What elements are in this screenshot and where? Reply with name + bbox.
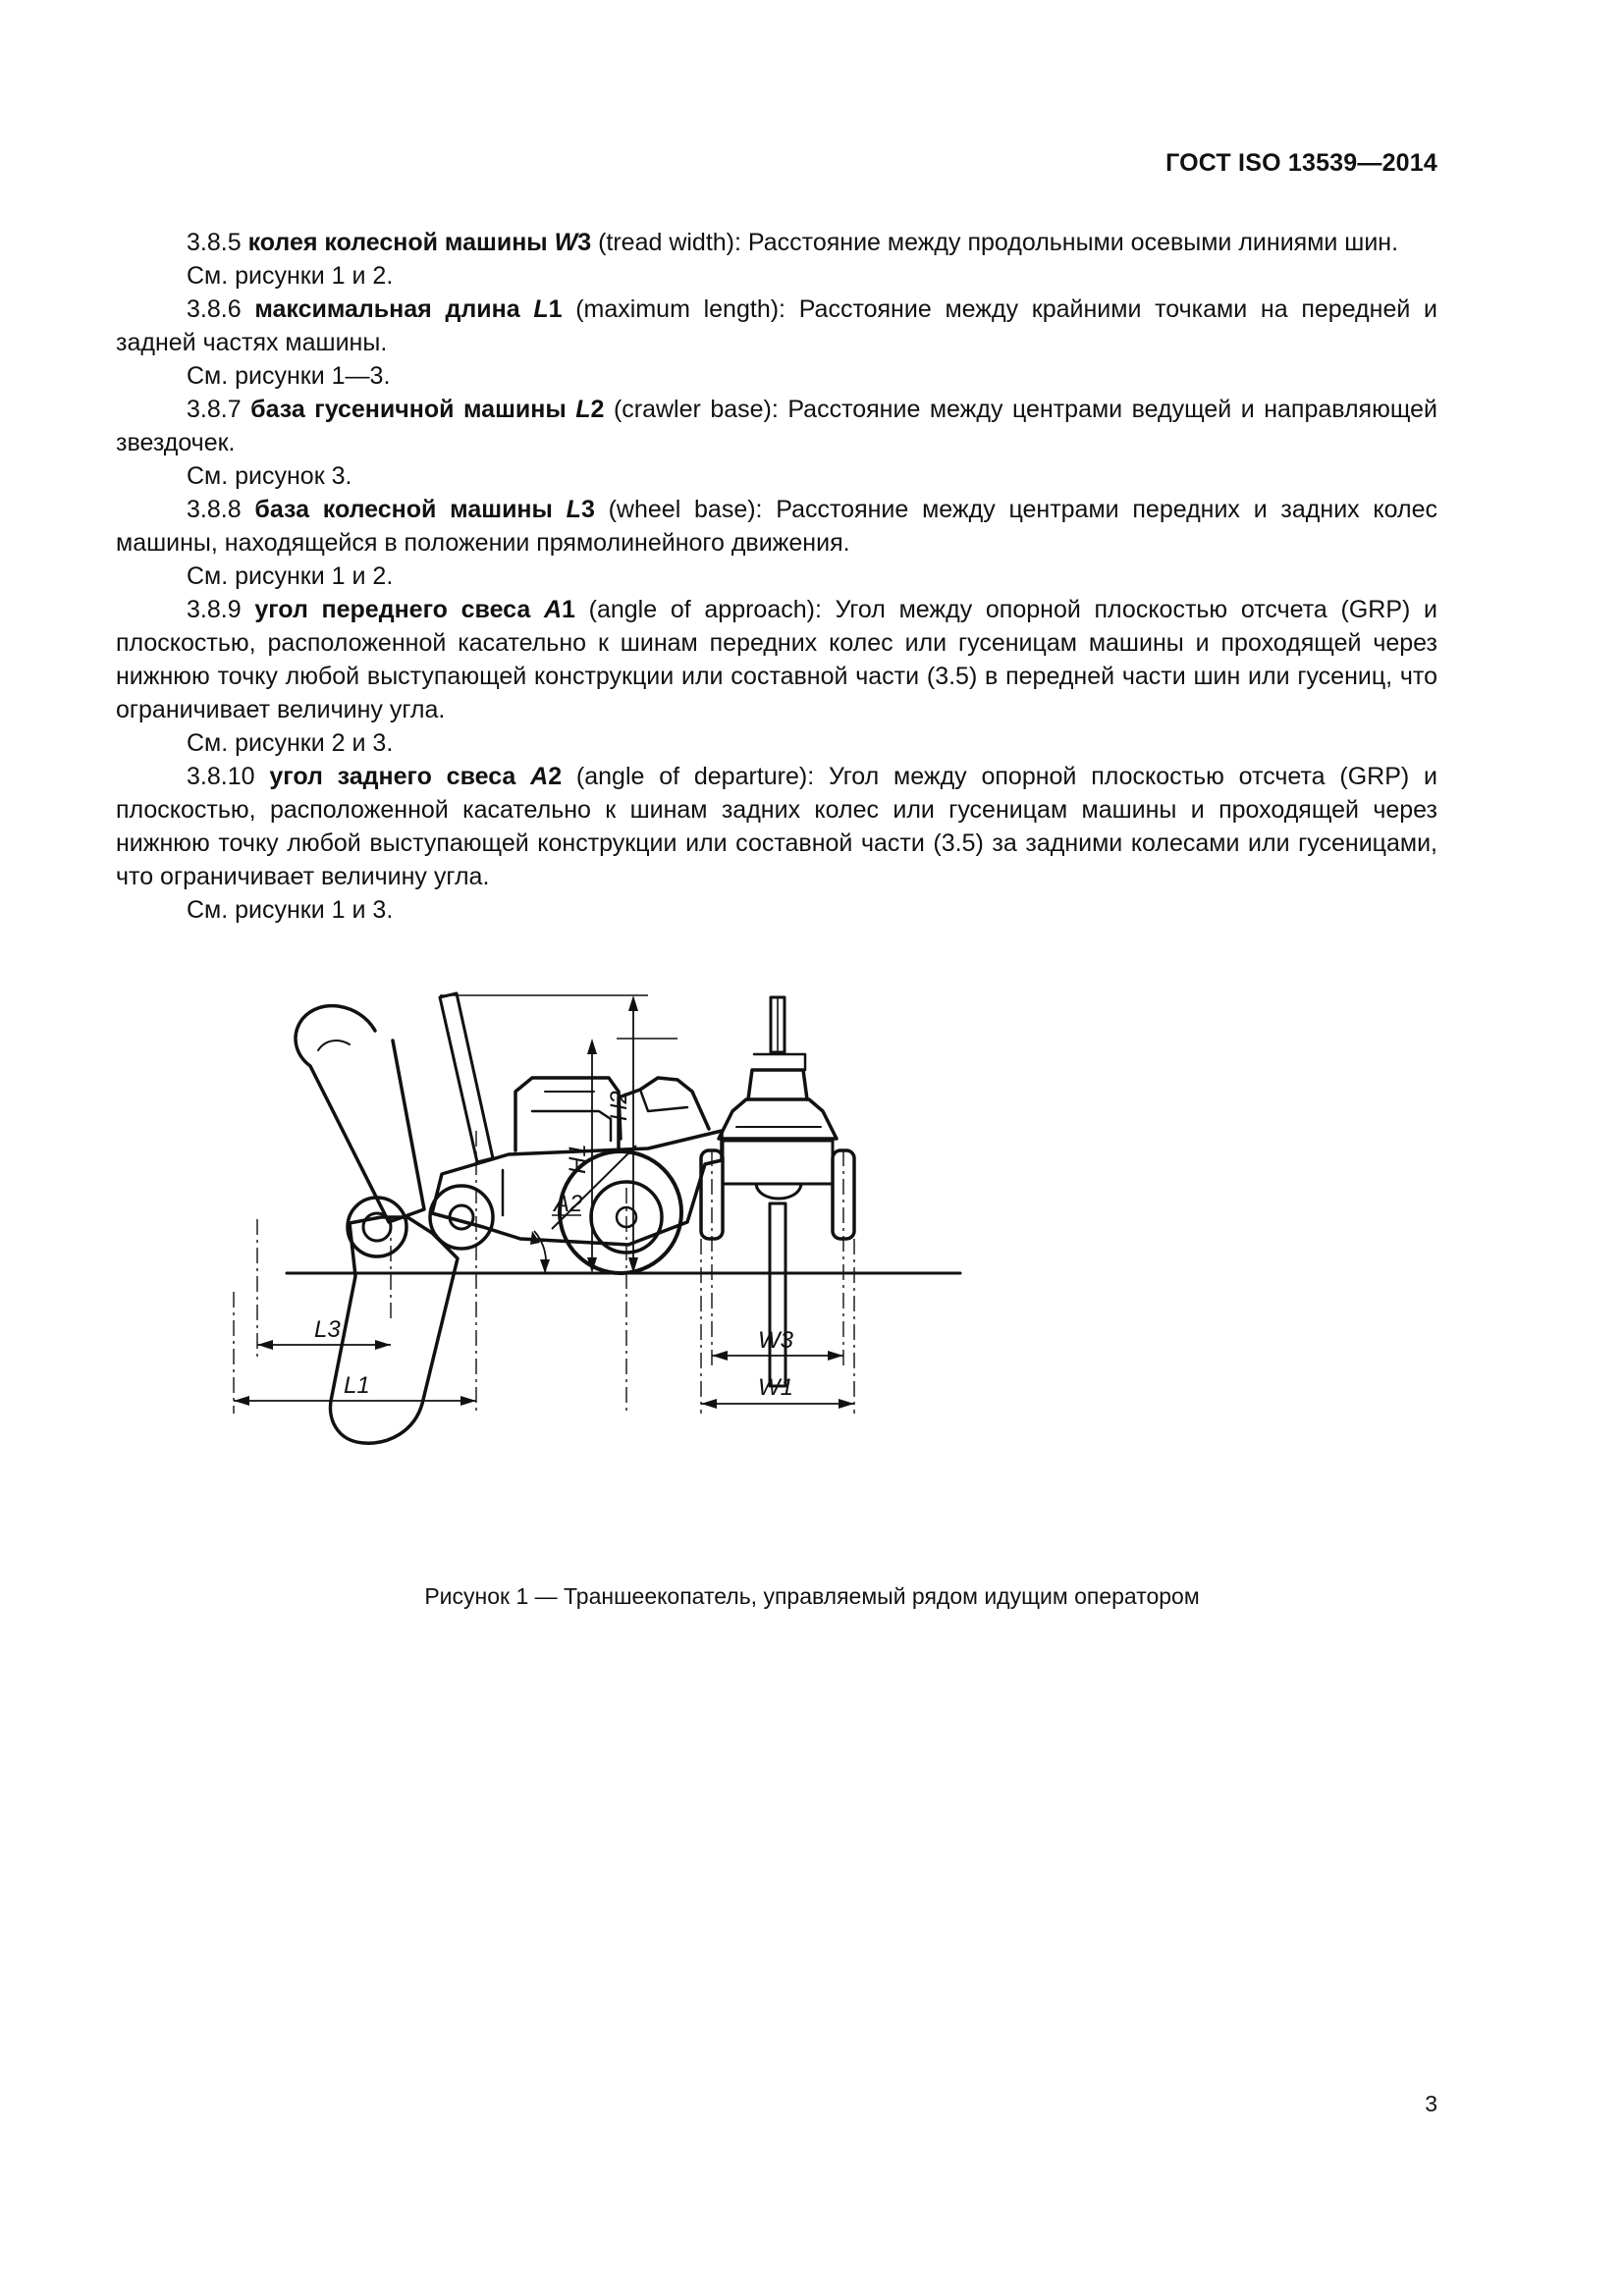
label-w1: W1 xyxy=(758,1374,793,1401)
figure-trencher-drawing xyxy=(275,982,1257,1551)
label-l3: L3 xyxy=(314,1316,341,1343)
see-figures-note: См. рисунки 1 и 2. xyxy=(187,562,394,590)
label-h1: H1 xyxy=(565,1144,591,1174)
page-number: 3 xyxy=(1425,2091,1437,2116)
paragraph-3-8-8: 3.8.8 база колесной машины L3 (wheel base): Расстояние между центрами передних и задних колес машины, находящейся в положении прямолинейного движения. xyxy=(116,496,1437,557)
see-figures-note: См. рисунки 1 и 3. xyxy=(187,896,394,924)
paragraph-3-8-6: 3.8.6 максимальная длина L1 (maximum length): Расстояние между крайними точками на передней и задней частях машины. xyxy=(116,295,1437,356)
paragraph-3-8-7: 3.8.7 база гусеничной машины L2 (crawler base): Расстояние между центрами ведущей и направляющей звездочек. xyxy=(116,396,1437,456)
trencher-drawing xyxy=(275,982,1257,1551)
see-figures-note: См. рисунки 1 и 2. xyxy=(187,262,394,290)
label-w3: W3 xyxy=(758,1327,793,1354)
paragraph-3-8-9: 3.8.9 угол переднего свеса A1 (angle of approach): Угол между опорной плоскостью отсчета (GRP) и плоскостью, расположенной касательно к шинам передних колес или гусеницам машины и проходящей через нижнюю точку любой выступающей конструкции или составной части (3.5) в передней части шин или гусениц, что ограничивает величину угла. xyxy=(116,596,1437,723)
figure-caption: Рисунок 1 — Траншеекопатель, управляемый рядом идущим оператором xyxy=(424,1583,1200,1609)
see-figures-note: См. рисунки 1—3. xyxy=(187,362,391,390)
label-l1: L1 xyxy=(344,1372,370,1399)
label-h2: H2 xyxy=(606,1091,632,1121)
paragraph-3-8-5: 3.8.5 колея колесной машины W3 (tread width): Расстояние между продольными осевыми линиями шин. xyxy=(187,229,1399,256)
document-body xyxy=(116,226,1437,927)
document-header: ГОСТ ISO 13539—2014 xyxy=(1165,149,1437,177)
see-figures-note: См. рисунки 2 и 3. xyxy=(187,729,394,757)
see-figures-note: См. рисунок 3. xyxy=(187,462,352,490)
label-a2: A2 xyxy=(554,1191,583,1217)
paragraph-3-8-10: 3.8.10 угол заднего свеса A2 (angle of departure): Угол между опорной плоскостью отсчета (GRP) и плоскостью, расположенной касательно к шинам задних колес или гусеницам машины и проходящей через нижнюю точку любой выступающей конструкции или составной части (3.5) за задними колесами или гусеницами, что ограничивает величину угла. xyxy=(116,763,1437,890)
